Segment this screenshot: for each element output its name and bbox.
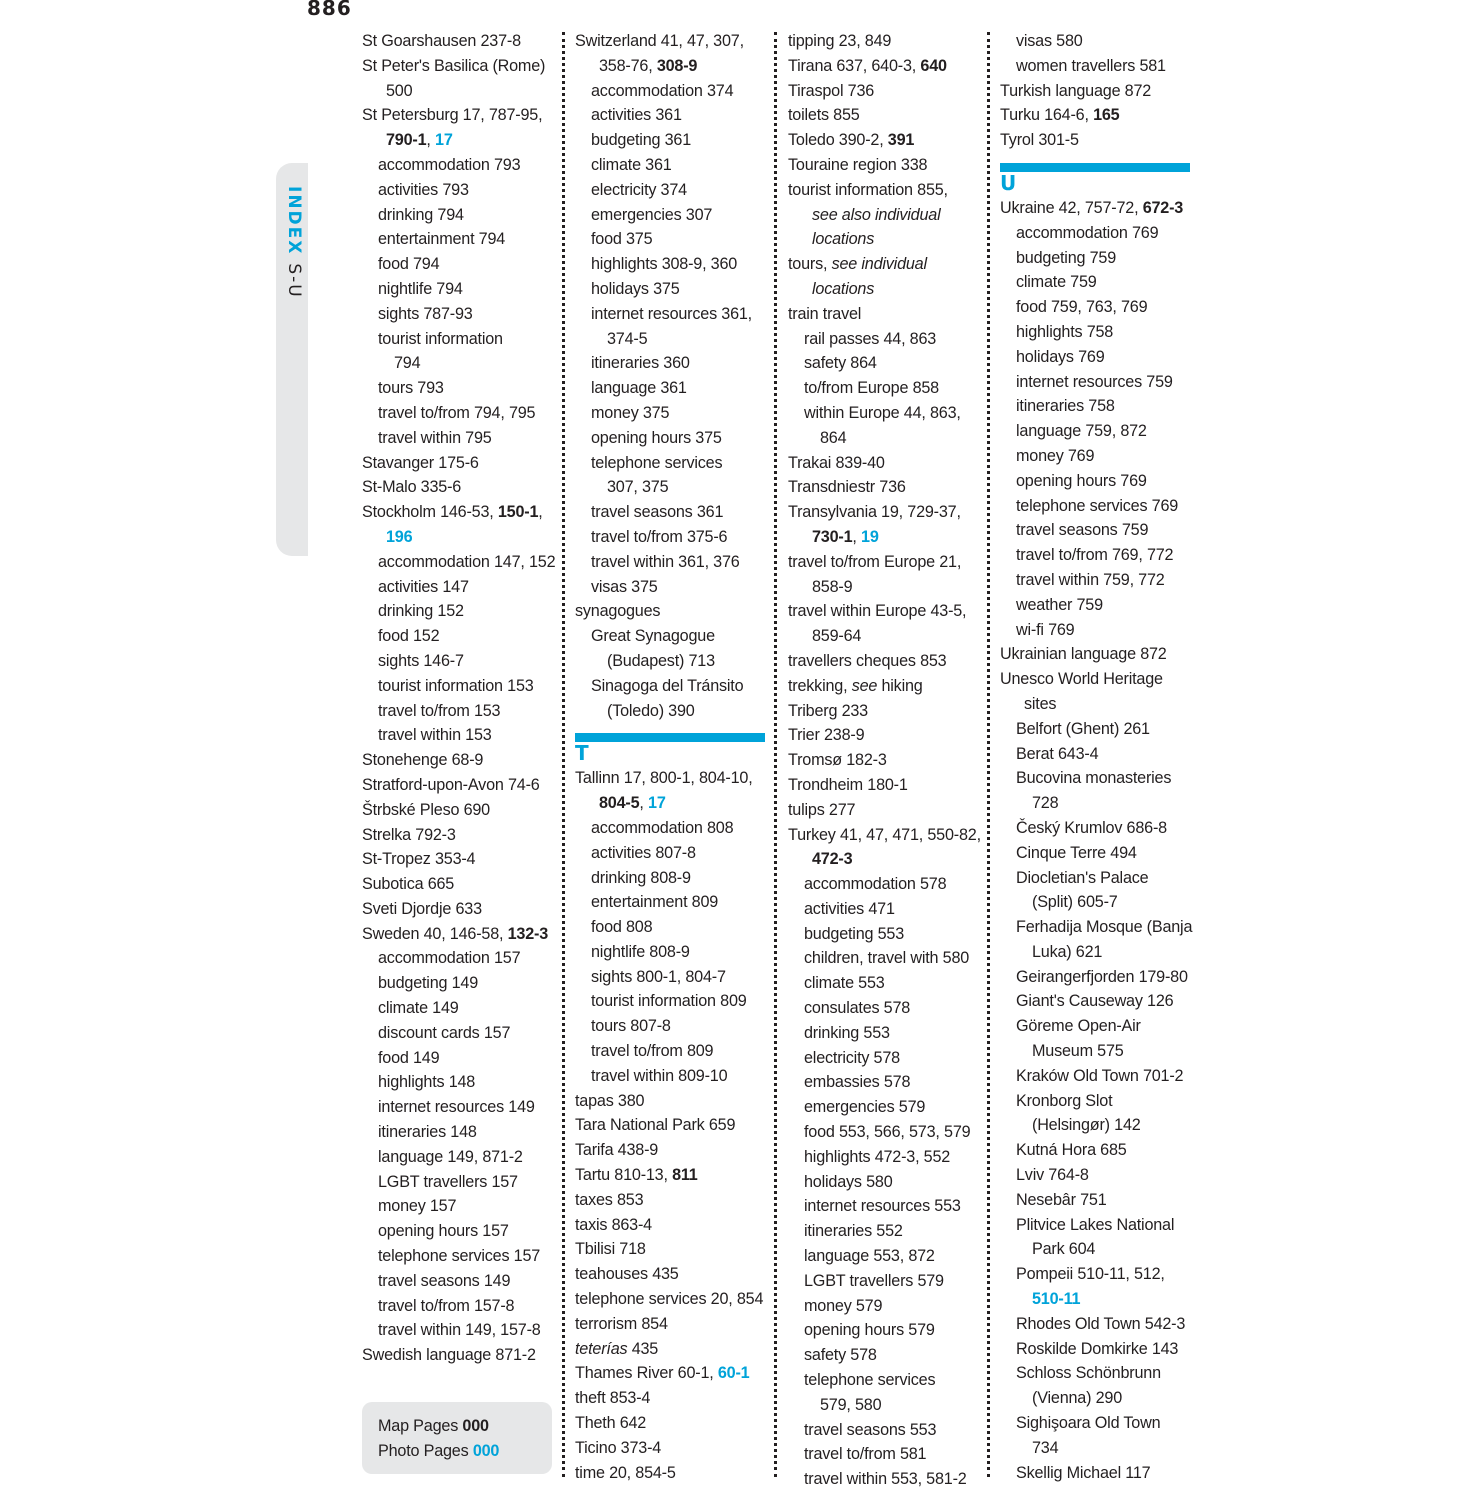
index-subentry: travel within 795 <box>378 428 492 447</box>
index-subentry: holidays 375 <box>591 279 680 298</box>
index-subentry: Plitvice Lakes National <box>1016 1215 1175 1234</box>
index-entry <box>575 1337 765 1362</box>
index-subentry: money 579 <box>804 1296 883 1315</box>
photo-page-ref: 17 <box>435 131 453 150</box>
index-entry: travel within Europe 43-5, <box>788 602 967 621</box>
index-subentry: telephone services <box>591 453 723 472</box>
index-entry: Trier 238-9 <box>788 726 865 745</box>
entry-text: hiking <box>877 676 923 695</box>
index-column-2 <box>575 29 765 1485</box>
index-entry: tourist information 855, <box>788 180 948 199</box>
entry-text: Ukraine 42, 757-72, <box>1000 198 1143 217</box>
index-entry: taxis 863-4 <box>575 1215 652 1234</box>
index-subentry: sights 800-1, 804-7 <box>591 967 726 986</box>
entry-text: locations <box>812 230 875 249</box>
index-entry: telephone services 20, 854 <box>575 1290 764 1309</box>
column-divider <box>987 32 990 1477</box>
index-side-label <box>284 186 304 299</box>
map-page-ref: 640 <box>920 56 947 75</box>
section-bar <box>575 733 765 742</box>
index-entry-continuation: 374-5 <box>607 329 648 348</box>
index-subentry: Český Krumlov 686-8 <box>1016 818 1167 837</box>
index-entry-continuation: 858-9 <box>812 577 853 596</box>
index-subentry: Great Synagogue <box>591 627 715 646</box>
index-entry-continuation: 864 <box>820 428 847 447</box>
index-subentry: Belfort (Ghent) 261 <box>1016 719 1150 738</box>
index-entry: Tiraspol 736 <box>788 81 875 100</box>
entry-text: , <box>852 527 862 546</box>
index-entry-continuation <box>788 525 978 550</box>
index-subentry: accommodation 769 <box>1016 223 1159 242</box>
entry-text: Turku 164-6, <box>1000 106 1094 125</box>
index-subentry: opening hours 579 <box>804 1321 935 1340</box>
index-subentry: Nesebâr 751 <box>1016 1190 1107 1209</box>
index-subentry: drinking 553 <box>804 1023 890 1042</box>
index-subentry: travel to/from 794, 795 <box>378 403 536 422</box>
index-entry: Stavanger 175-6 <box>362 453 479 472</box>
index-subentry: travel within 553, 581-2 <box>804 1470 967 1489</box>
index-entry: synagogues <box>575 602 661 621</box>
index-subentry: safety 578 <box>804 1346 877 1365</box>
map-page-ref: 391 <box>887 131 915 150</box>
entry-text: Tirana 637, 640-3, <box>788 56 921 75</box>
photo-page-ref: 196 <box>386 527 413 546</box>
index-subentry: Sighişoara Old Town <box>1016 1414 1161 1433</box>
index-entry: Subotica 665 <box>362 875 455 894</box>
index-subentry: Giant's Causeway 126 <box>1016 992 1174 1011</box>
index-subentry: Sinagoga del Tránsito <box>591 676 744 695</box>
index-subentry: money 769 <box>1016 446 1095 465</box>
index-entry-continuation <box>362 525 552 550</box>
index-subentry: travel within 153 <box>378 726 492 745</box>
entry-text: teterías <box>575 1339 628 1358</box>
index-subentry: food 375 <box>591 230 653 249</box>
index-entry-continuation: Park 604 <box>1032 1240 1096 1259</box>
entry-text: see also individual <box>812 205 941 224</box>
photo-pages-label: Photo Pages <box>378 1441 469 1460</box>
index-entry-continuation: 859-64 <box>812 627 862 646</box>
index-subentry: telephone services 157 <box>378 1247 541 1266</box>
index-subentry: Lviv 764-8 <box>1016 1166 1089 1185</box>
index-entry: Trondheim 180-1 <box>788 775 908 794</box>
index-subentry: budgeting 553 <box>804 924 905 943</box>
index-subentry: weather 759 <box>1016 595 1103 614</box>
index-subentry: travel to/from 157-8 <box>378 1296 515 1315</box>
entry-text: 435 <box>627 1339 659 1358</box>
index-entry-continuation: 794 <box>394 354 421 373</box>
index-subentry: within Europe 44, 863, <box>804 403 961 422</box>
index-entry: Tarifa 438-9 <box>575 1141 659 1160</box>
index-subentry: rail passes 44, 863 <box>804 329 937 348</box>
index-subentry: itineraries 360 <box>591 354 690 373</box>
photo-pages-key <box>362 1439 552 1464</box>
index-subentry: children, travel with 580 <box>804 949 970 968</box>
index-subentry: accommodation 374 <box>591 81 734 100</box>
index-entry: Triberg 233 <box>788 701 868 720</box>
index-entry: St Petersburg 17, 787-95, <box>362 106 543 125</box>
index-entry: Tbilisi 718 <box>575 1240 646 1259</box>
index-entry-continuation: 579, 580 <box>820 1395 882 1414</box>
index-entry: Ticino 373-4 <box>575 1438 662 1457</box>
index-subentry: sights 787-93 <box>378 304 473 323</box>
index-subentry: food 152 <box>378 627 440 646</box>
index-entry: Transylvania 19, 729-37, <box>788 503 961 522</box>
index-subentry: Schloss Schönbrunn <box>1016 1364 1161 1383</box>
index-subentry: food 794 <box>378 255 440 274</box>
index-subentry: entertainment 809 <box>591 893 719 912</box>
index-subentry: travel to/from 809 <box>591 1042 714 1061</box>
index-subentry: food 149 <box>378 1048 440 1067</box>
entry-text: Sweden 40, 146-58, <box>362 924 508 943</box>
index-subentry: climate 149 <box>378 999 459 1018</box>
index-subentry: discount cards 157 <box>378 1023 511 1042</box>
index-subentry: climate 759 <box>1016 273 1097 292</box>
index-entry-continuation <box>575 54 765 79</box>
index-entry: terrorism 854 <box>575 1314 668 1333</box>
index-subentry: holidays 580 <box>804 1172 893 1191</box>
index-entry-continuation: sites <box>1024 694 1057 713</box>
index-subentry: activities 793 <box>378 180 469 199</box>
index-entry <box>575 1361 765 1386</box>
photo-page-ref: 17 <box>648 794 666 813</box>
index-entry: theft 853-4 <box>575 1389 651 1408</box>
index-subentry: travel to/from 153 <box>378 701 501 720</box>
index-entry <box>1000 196 1190 221</box>
index-entry-continuation <box>575 791 765 816</box>
index-subentry: activities 807-8 <box>591 843 696 862</box>
section-letter: T <box>575 741 589 766</box>
column-divider <box>774 32 777 1477</box>
index-subentry: telephone services 769 <box>1016 496 1179 515</box>
index-subentry: opening hours 375 <box>591 428 722 447</box>
index-subentry: language 361 <box>591 379 687 398</box>
map-page-ref: 811 <box>672 1166 698 1185</box>
index-entry-continuation: Luka) 621 <box>1032 942 1103 961</box>
index-subentry: highlights 472-3, 552 <box>804 1147 951 1166</box>
index-subentry: sights 146-7 <box>378 651 464 670</box>
index-subentry: itineraries 148 <box>378 1123 477 1142</box>
index-entry: tipping 23, 849 <box>788 32 892 50</box>
index-subentry: travel to/from 581 <box>804 1445 927 1464</box>
index-entry <box>788 128 978 153</box>
index-entry <box>362 500 552 525</box>
index-subentry: travel seasons 149 <box>378 1271 511 1290</box>
index-subentry: Pompeii 510-11, 512, <box>1016 1265 1165 1284</box>
index-entry: Transdniestr 736 <box>788 478 906 497</box>
index-subentry: nightlife 794 <box>378 279 463 298</box>
index-subentry: Cinque Terre 494 <box>1016 843 1137 862</box>
index-entry: Trakai 839-40 <box>788 453 885 472</box>
entry-text: , <box>426 131 436 150</box>
map-page-ref: 150-1 <box>497 503 539 522</box>
index-subentry: food 808 <box>591 918 653 937</box>
map-pages-value: 000 <box>462 1417 489 1435</box>
index-entry: train travel <box>788 304 862 323</box>
index-subentry: highlights 148 <box>378 1073 476 1092</box>
index-entry: travellers cheques 853 <box>788 651 947 670</box>
entry-text: , <box>639 794 649 813</box>
index-subentry: embassies 578 <box>804 1073 911 1092</box>
index-subentry: travel seasons 361 <box>591 503 724 522</box>
index-subentry: opening hours 769 <box>1016 471 1147 490</box>
index-entry-continuation: (Helsingør) 142 <box>1032 1116 1141 1135</box>
index-subentry: visas 375 <box>591 577 658 596</box>
index-subentry: budgeting 759 <box>1016 248 1117 267</box>
index-entry-continuation: (Split) 605-7 <box>1032 893 1118 912</box>
index-subentry: LGBT travellers 579 <box>804 1271 944 1290</box>
index-subentry: travel within 361, 376 <box>591 552 740 571</box>
index-subentry: Rhodes Old Town 542-3 <box>1016 1314 1186 1333</box>
index-entry: toilets 855 <box>788 106 860 125</box>
index-column-4 <box>1000 29 1193 1485</box>
index-subentry: food 553, 566, 573, 579 <box>804 1123 971 1142</box>
index-subentry: drinking 152 <box>378 602 464 621</box>
index-entry: Štrbské Pleso 690 <box>362 800 490 819</box>
index-subentry: telephone services <box>804 1371 936 1390</box>
section-letter: U <box>1000 170 1017 195</box>
index-entry: teahouses 435 <box>575 1265 679 1284</box>
index-subentry: internet resources 759 <box>1016 372 1173 391</box>
section-bar <box>1000 163 1190 172</box>
index-subentry: electricity 374 <box>591 180 687 199</box>
map-page-ref: 672-3 <box>1142 198 1184 217</box>
index-subentry: holidays 769 <box>1016 347 1105 366</box>
entry-text: Thames River 60-1, <box>575 1364 718 1383</box>
index-subentry: accommodation 147, 152 <box>378 552 556 571</box>
index-entry: tulips 277 <box>788 800 856 819</box>
map-page-ref: 730-1 <box>812 527 853 546</box>
index-subentry: internet resources 149 <box>378 1098 535 1117</box>
index-subentry: emergencies 307 <box>591 205 713 224</box>
index-subentry: travel seasons 759 <box>1016 521 1149 540</box>
index-subentry: internet resources 553 <box>804 1197 961 1216</box>
map-page-ref: 132-3 <box>507 924 549 943</box>
index-entry-continuation <box>788 847 978 872</box>
index-subentry: money 157 <box>378 1197 457 1216</box>
index-entry-continuation: (Budapest) 713 <box>607 651 715 670</box>
entry-text: , <box>538 503 543 522</box>
index-entry-continuation <box>788 203 978 228</box>
index-entry: Tromsø 182-3 <box>788 751 887 770</box>
index-entry: St Peter's Basilica (Rome) <box>362 56 546 75</box>
index-entry: Tallinn 17, 800-1, 804-10, <box>575 769 753 788</box>
column-divider <box>562 32 565 1477</box>
index-entry-continuation: (Toledo) 390 <box>607 701 695 720</box>
map-page-ref: 308-9 <box>656 56 698 75</box>
map-page-ref: 790-1 <box>386 131 427 150</box>
entry-text: tours, <box>788 255 832 274</box>
index-subentry: entertainment 794 <box>378 230 506 249</box>
index-entry: Theth 642 <box>575 1414 647 1433</box>
index-subentry: travel to/from 375-6 <box>591 527 728 546</box>
index-subentry: travel within 149, 157-8 <box>378 1321 541 1340</box>
index-entry: Tara National Park 659 <box>575 1116 736 1135</box>
index-entry-continuation <box>788 227 978 252</box>
index-entry: taxes 853 <box>575 1190 644 1209</box>
index-subentry: food 759, 763, 769 <box>1016 298 1148 317</box>
index-subentry: Kutná Hora 685 <box>1016 1141 1127 1160</box>
index-subentry: Göreme Open-Air <box>1016 1017 1141 1036</box>
index-entry: St-Malo 335-6 <box>362 478 462 497</box>
index-entry: travel to/from Europe 21, <box>788 552 962 571</box>
index-range-label: S-U <box>284 263 304 299</box>
index-subentry: travel within 759, 772 <box>1016 570 1165 589</box>
index-entry <box>788 54 978 79</box>
index-subentry: nightlife 808-9 <box>591 942 690 961</box>
index-subentry: activities 471 <box>804 899 895 918</box>
index-entry <box>1000 103 1190 128</box>
index-entry: St-Tropez 353-4 <box>362 850 476 869</box>
page-number: 886 <box>307 0 352 20</box>
index-entry: Sveti Djordje 633 <box>362 899 482 918</box>
index-subentry: consulates 578 <box>804 999 911 1018</box>
index-subentry: accommodation 578 <box>804 875 947 894</box>
index-subentry: LGBT travellers 157 <box>378 1172 518 1191</box>
index-subentry: women travellers 581 <box>1016 56 1166 75</box>
index-subentry: Bucovina monasteries <box>1016 769 1172 788</box>
photo-page-ref: 60-1 <box>717 1364 750 1383</box>
index-entry: tapas 380 <box>575 1091 645 1110</box>
index-entry-continuation: Museum 575 <box>1032 1042 1124 1061</box>
index-entry: Strelka 792-3 <box>362 825 456 844</box>
index-subentry: travel within 809-10 <box>591 1066 728 1085</box>
photo-page-ref: 19 <box>861 527 879 546</box>
index-label: INDEX <box>284 186 304 256</box>
index-subentry: Ferhadija Mosque (Banja <box>1016 918 1193 937</box>
index-subentry: climate 361 <box>591 155 672 174</box>
index-entry: St Goarshausen 237-8 <box>362 32 521 50</box>
entry-text: 358-76, <box>599 56 657 75</box>
index-subentry: activities 361 <box>591 106 682 125</box>
index-subentry: Diocletian's Palace <box>1016 868 1149 887</box>
index-column-1 <box>362 29 556 1368</box>
index-subentry: highlights 758 <box>1016 322 1114 341</box>
index-subentry: drinking 808-9 <box>591 868 691 887</box>
index-subentry: accommodation 157 <box>378 949 521 968</box>
index-subentry: budgeting 149 <box>378 974 479 993</box>
index-subentry: highlights 308-9, 360 <box>591 255 738 274</box>
index-entry: Touraine region 338 <box>788 155 928 174</box>
index-entry-continuation <box>1000 1287 1190 1312</box>
index-subentry: money 375 <box>591 403 670 422</box>
map-page-ref: 804-5 <box>599 794 640 813</box>
key-box <box>362 1402 552 1474</box>
index-entry: Turkish language 872 <box>1000 81 1152 100</box>
index-subentry: accommodation 793 <box>378 155 521 174</box>
entry-text: see individual <box>831 255 927 274</box>
index-subentry: language 149, 871-2 <box>378 1147 523 1166</box>
index-entry: Switzerland 41, 47, 307, <box>575 32 744 50</box>
index-subentry: internet resources 361, <box>591 304 752 323</box>
index-subentry: language 759, 872 <box>1016 422 1147 441</box>
index-entry-continuation <box>362 128 552 153</box>
index-entry-continuation <box>788 277 978 302</box>
index-subentry: tourist information 809 <box>591 992 747 1011</box>
index-subentry: itineraries 758 <box>1016 397 1115 416</box>
entry-text: Tartu 810-13, <box>575 1166 673 1185</box>
entry-text: Stockholm 146-53, <box>362 503 498 522</box>
index-subentry: accommodation 808 <box>591 818 734 837</box>
index-subentry: travel to/from 769, 772 <box>1016 546 1174 565</box>
index-subentry: Kronborg Slot <box>1016 1091 1113 1110</box>
index-entry: Stonehenge 68-9 <box>362 751 484 770</box>
entry-text: locations <box>812 279 875 298</box>
photo-page-ref: 510-11 <box>1032 1290 1081 1309</box>
index-subentry: activities 147 <box>378 577 469 596</box>
map-pages-label: Map Pages <box>378 1417 459 1435</box>
index-subentry: Kraków Old Town 701-2 <box>1016 1066 1184 1085</box>
index-entry <box>575 1163 765 1188</box>
index-subentry: wi-fi 769 <box>1016 620 1075 639</box>
index-subentry: drinking 794 <box>378 205 464 224</box>
map-page-ref: 165 <box>1093 106 1120 125</box>
index-entry <box>788 252 978 277</box>
index-entry <box>788 674 978 699</box>
index-subentry: Roskilde Domkirke 143 <box>1016 1339 1179 1358</box>
map-page-ref: 472-3 <box>812 850 853 869</box>
index-subentry: visas 580 <box>1016 32 1083 50</box>
index-subentry: language 553, 872 <box>804 1247 935 1266</box>
index-subentry: Skellig Michael 117 <box>1016 1463 1151 1482</box>
index-entry: Swedish language 871-2 <box>362 1346 536 1365</box>
index-subentry: Berat 643-4 <box>1016 744 1099 763</box>
index-entry-continuation: 500 <box>386 81 413 100</box>
index-subentry: Geirangerfjorden 179-80 <box>1016 967 1188 986</box>
index-entry: Ukrainian language 872 <box>1000 645 1167 664</box>
index-entry: Unesco World Heritage <box>1000 670 1163 689</box>
index-subentry: itineraries 552 <box>804 1222 903 1241</box>
index-entry-continuation: 728 <box>1032 794 1059 813</box>
index-entry-continuation: (Vienna) 290 <box>1032 1389 1122 1408</box>
index-entry: Stratford-upon-Avon 74-6 <box>362 775 540 794</box>
index-subentry: tourist information <box>378 329 503 348</box>
index-entry <box>362 922 552 947</box>
index-subentry: opening hours 157 <box>378 1222 509 1241</box>
index-subentry: tourist information 153 <box>378 676 534 695</box>
index-entry-continuation: 307, 375 <box>607 478 669 497</box>
index-subentry: tours 807-8 <box>591 1017 671 1036</box>
index-entry: time 20, 854-5 <box>575 1463 676 1482</box>
map-pages-key <box>362 1414 552 1439</box>
entry-text: see <box>851 676 878 695</box>
index-entry: Tyrol 301-5 <box>1000 131 1079 150</box>
entry-text: Toledo 390-2, <box>788 131 888 150</box>
index-subentry: tours 793 <box>378 379 444 398</box>
entry-text: trekking, <box>788 676 852 695</box>
index-column-3 <box>788 29 981 1492</box>
index-subentry: budgeting 361 <box>591 131 692 150</box>
index-subentry: to/from Europe 858 <box>804 379 939 398</box>
index-subentry: climate 553 <box>804 974 885 993</box>
index-subentry: travel seasons 553 <box>804 1420 937 1439</box>
index-subentry: electricity 578 <box>804 1048 900 1067</box>
index-subentry: safety 864 <box>804 354 877 373</box>
index-subentry: emergencies 579 <box>804 1098 926 1117</box>
photo-pages-value: 000 <box>472 1441 500 1460</box>
index-entry-continuation: 734 <box>1032 1438 1059 1457</box>
index-entry: Turkey 41, 47, 471, 550-82, <box>788 825 981 844</box>
